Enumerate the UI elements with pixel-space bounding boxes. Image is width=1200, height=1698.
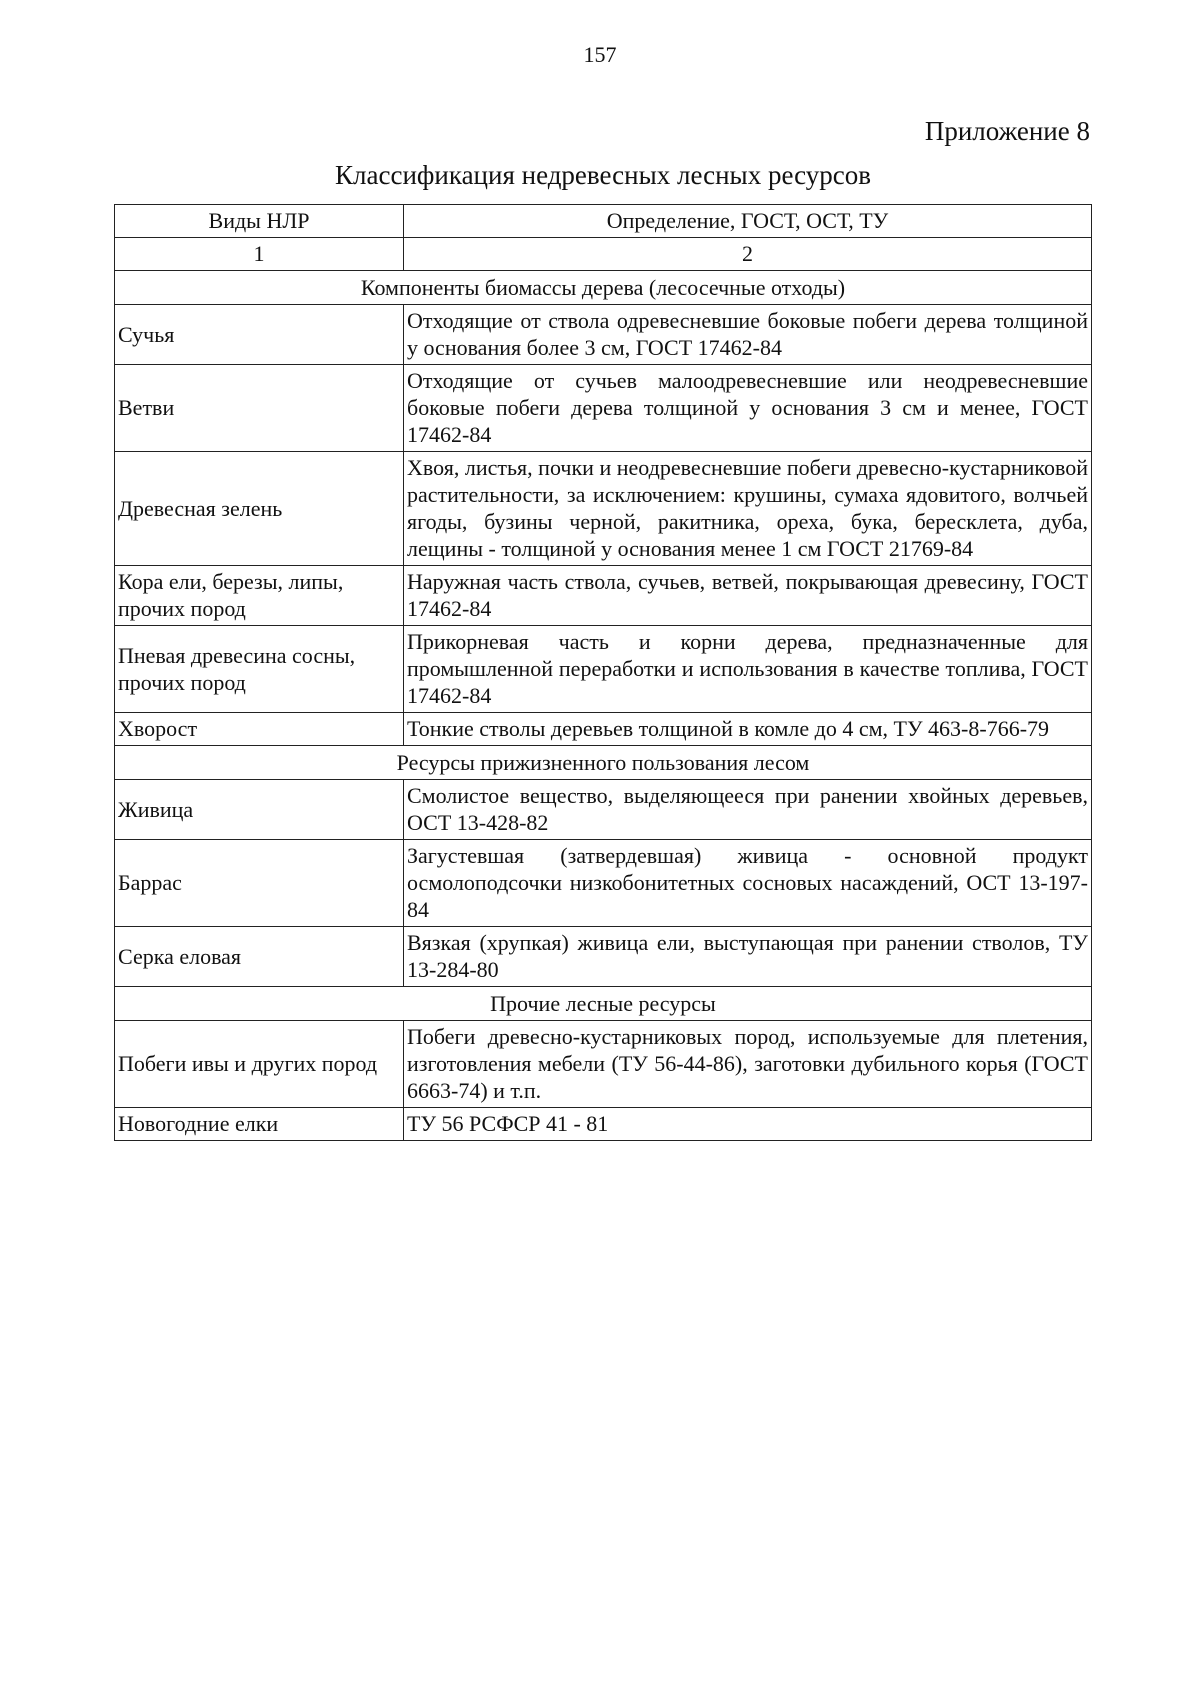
section-title: Ресурсы прижизненного пользования лесом bbox=[115, 746, 1092, 780]
classification-table bbox=[114, 204, 1092, 1141]
table-row bbox=[115, 927, 1092, 987]
table-row bbox=[115, 305, 1092, 365]
table-row bbox=[115, 1021, 1092, 1108]
table-header-row bbox=[115, 205, 1092, 238]
section-title-row bbox=[115, 271, 1092, 305]
column-number-cell: 1 bbox=[115, 238, 404, 271]
definition-cell: Хвоя, листья, почки и неодревесневшие побеги древесно-кустарниковой растительности, за исключением: крушины, сумаха ядовитого, волчьей ягоды, бузины черной, ракитника, ореха, бука, бересклета, дуба, лещины - толщиной у основания менее 1 см ГОСТ 21769-84 bbox=[404, 452, 1092, 566]
header-cell: Виды НЛР bbox=[115, 205, 404, 238]
table-row bbox=[115, 1108, 1092, 1141]
definition-cell: Отходящие от сучьев малоодревесневшие или неодревесневшие боковые побеги дерева толщиной у основания 3 см и менее, ГОСТ 17462-84 bbox=[404, 365, 1092, 452]
type-cell: Пневая древесина сосны, прочих пород bbox=[115, 626, 404, 713]
column-number-cell: 2 bbox=[404, 238, 1092, 271]
definition-cell: Вязкая (хрупкая) живица ели, выступающая при ранении стволов, ТУ 13-284-80 bbox=[404, 927, 1092, 987]
table-row bbox=[115, 365, 1092, 452]
table-row bbox=[115, 840, 1092, 927]
definition-cell: Отходящие от ствола одревесневшие боковые побеги дерева толщиной у основания более 3 см, ГОСТ 17462-84 bbox=[404, 305, 1092, 365]
type-cell: Ветви bbox=[115, 365, 404, 452]
section-title-row bbox=[115, 746, 1092, 780]
table-row bbox=[115, 713, 1092, 746]
type-cell: Баррас bbox=[115, 840, 404, 927]
type-cell: Сучья bbox=[115, 305, 404, 365]
definition-cell: Смолистое вещество, выделяющееся при ранении хвойных деревьев, ОСТ 13-428-82 bbox=[404, 780, 1092, 840]
definition-cell: Наружная часть ствола, сучьев, ветвей, покрывающая древесину, ГОСТ 17462-84 bbox=[404, 566, 1092, 626]
table-row bbox=[115, 626, 1092, 713]
table-row bbox=[115, 566, 1092, 626]
header-cell: Определение, ГОСТ, ОСТ, ТУ bbox=[404, 205, 1092, 238]
page-number: 157 bbox=[583, 42, 617, 67]
type-cell: Хворост bbox=[115, 713, 404, 746]
appendix-label: Приложение 8 bbox=[924, 116, 1090, 146]
type-cell: Живица bbox=[115, 780, 404, 840]
definition-cell: ТУ 56 РСФСР 41 - 81 bbox=[404, 1108, 1092, 1141]
section-title: Прочие лесные ресурсы bbox=[115, 987, 1092, 1021]
table-row bbox=[115, 452, 1092, 566]
definition-cell: Тонкие стволы деревьев толщиной в комле до 4 см, ТУ 463-8-766-79 bbox=[404, 713, 1092, 746]
type-cell: Серка еловая bbox=[115, 927, 404, 987]
type-cell: Новогодние елки bbox=[115, 1108, 404, 1141]
definition-cell: Прикорневая часть и корни дерева, предназначенные для промышленной переработки и использования в качестве топлива, ГОСТ 17462-84 bbox=[404, 626, 1092, 713]
type-cell: Древесная зелень bbox=[115, 452, 404, 566]
section-title: Компоненты биомассы дерева (лесосечные отходы) bbox=[115, 271, 1092, 305]
section-title-row bbox=[115, 987, 1092, 1021]
document-title: Классификация недревесных лесных ресурсов bbox=[335, 160, 871, 190]
table-row bbox=[115, 780, 1092, 840]
definition-cell: Побеги древесно-кустарниковых пород, используемые для плетения, изготовления мебели (ТУ 56-44-86), заготовки дубильного корья (ГОСТ 6663-74) и т.п. bbox=[404, 1021, 1092, 1108]
definition-cell: Загустевшая (затвердевшая) живица - основной продукт осмолоподсочки низкобонитетных сосновых насаждений, ОСТ 13-197-84 bbox=[404, 840, 1092, 927]
type-cell: Кора ели, березы, липы, прочих пород bbox=[115, 566, 404, 626]
column-number-row bbox=[115, 238, 1092, 271]
type-cell: Побеги ивы и других пород bbox=[115, 1021, 404, 1108]
